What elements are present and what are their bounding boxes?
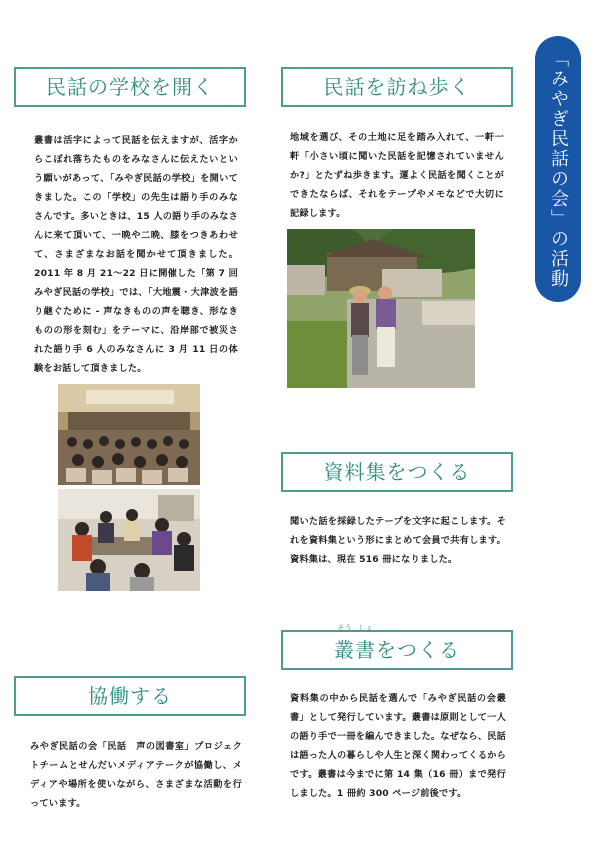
- ruby-sho: 書 しょ: [355, 624, 376, 662]
- heading-school: 民話の学校を開く: [14, 67, 246, 107]
- text-materials: 聞いた話を採録したテープを文字に起こします。それを資料集という形にまとめて会員で共有します。資料集は、現在 516 冊になりました。: [290, 516, 506, 565]
- heading-collab: 協働する: [14, 676, 246, 716]
- photo-school-hall: [58, 384, 200, 485]
- ruby-sou: 叢 そう: [334, 624, 355, 662]
- text-collab: みやぎ民話の会「民話 声の図書室」プロジェクトチームとせんだいメディアテークが協働し、メディアや場所を使いながら、さまざまな活動を行っています。: [30, 741, 242, 809]
- heading-materials: 資料集をつくる: [281, 452, 513, 492]
- photo-village-visit: [287, 229, 475, 388]
- heading-visit: 民話を訪ね歩く: [281, 67, 513, 107]
- text-school: 叢書は活字によって民話を伝えますが、活字からこぼれ落ちたものをみなさんに伝えたいという願いがあって、「みやぎ民話の学校」を開いてきました。この「学校」の先生は語り手のみなさんです。多いときは、15 人の語り手のみなさんに来て頂いて、一晩や二晩、膝をつきあわせて、さまざまなお話を聞かせて頂きました。2011 年 8 月 21～22 日に開催した「第 7 回みやぎ民話の学校」では、「大地震・大津波を語り継ぐために - 声なきものの声を聴き、形なきものの形を刻む」をテーマに、沿岸部で被災された語り手 6 人のみなさんに 3 月 11 日の体験をお話して頂きました。: [34, 135, 238, 374]
- side-tab-title: 「みやぎ民話の会」の活動: [535, 36, 581, 302]
- text-series: 資料集の中から民話を選んで「みやぎ民話の会叢書」として発行しています。叢書は原則として一人の語り手で一冊を編んできました。なぜなら、民話は語った人の暮らしや人生と深く関わってくるからです。叢書は今までに第 14 集（16 冊）まで発行しました。1 冊約 300 ページ前後です。: [290, 693, 506, 799]
- heading-series: 叢 そう 書 しょ をつくる: [281, 630, 513, 670]
- photo-school-group: [58, 489, 200, 591]
- text-visit: 地域を選び、その土地に足を踏み入れて、一軒一軒「小さい頃に聞いた民話を記憶されていませんか?」とたずね歩きます。運よく民話を聞くことができたならば、それをテープやメモなどで大切に記録します。: [290, 132, 504, 219]
